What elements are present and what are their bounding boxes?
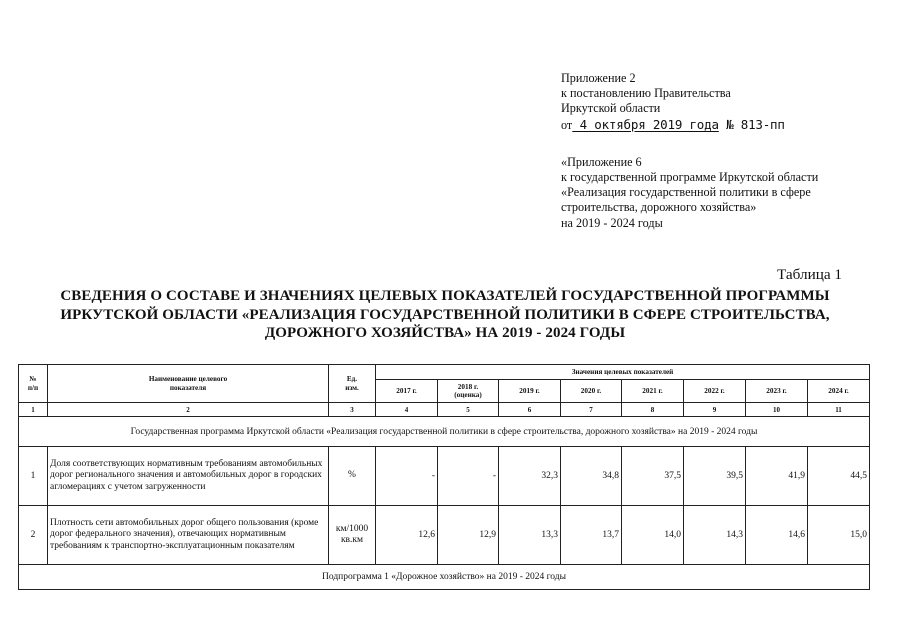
program-appendix-line-5: на 2019 - 2024 годы [561,215,663,230]
value-2019: 13,3 [499,506,561,565]
value-2023: 14,6 [746,506,808,565]
column-number: 1 [19,403,48,417]
indicator-unit-b: кв.км [340,535,364,545]
column-number: 7 [561,403,622,417]
value-2019: 32,3 [499,447,561,506]
row-index: 2 [19,506,48,565]
title-line-3: ДОРОЖНОГО ХОЗЯЙСТВА» НА 2019 - 2024 ГОДЫ [264,325,626,341]
header-number-a: № [29,375,37,384]
header-year-2022: 2022 г. [684,380,746,403]
row-index: 1 [19,447,48,506]
header-number-b: п/п [27,383,39,392]
column-number: 8 [622,403,684,417]
appendix-line-3: Иркутской области [561,101,661,116]
program-appendix-line-3: «Реализация государственной политики в сфере [561,185,811,200]
header-year-2018-b: (оценка) [454,391,482,399]
header-year-2021: 2021 г. [622,380,684,403]
header-unit-a: Ед. [346,375,358,384]
subprogram-title-cell: Подпрограмма 1 «Дорожное хозяйство» на 2019 - 2024 годы [19,565,870,590]
header-year-2019: 2019 г. [499,380,561,403]
column-number: 2 [48,403,329,417]
decree-number: № 813-пп [718,116,785,132]
column-number: 9 [684,403,746,417]
value-2017: 12,6 [376,506,438,565]
header-name-a: Наименование целевого [148,375,228,384]
program-appendix-line-2: к государственной программе Иркутской области [561,170,819,185]
header-year-2018 [438,380,499,403]
value-2018: 12,9 [438,506,499,565]
column-number: 6 [499,403,561,417]
date-value: 4 октября 2019 года [572,116,719,132]
header-values-group: Значения целевых показателей [376,365,870,380]
header-number-cell [19,365,48,403]
value-2022: 14,3 [684,506,746,565]
value-2024: 44,5 [808,447,870,506]
indicator-unit: % [329,447,376,506]
header-year-2023: 2023 г. [746,380,808,403]
table-row [19,506,870,565]
value-2022: 39,5 [684,447,746,506]
title-line-2: ИРКУТСКОЙ ОБЛАСТИ «РЕАЛИЗАЦИЯ ГОСУДАРСТВЕННОЙ ПОЛИТИКИ В СФЕРЕ СТРОИТЕЛЬСТВА, [60,306,830,323]
appendix-gap [561,133,891,155]
value-2018: - [438,447,499,506]
column-number: 11 [808,403,870,417]
value-2024: 15,0 [808,506,870,565]
appendix-line-1: Приложение 2 [561,71,636,85]
column-number: 3 [329,403,376,417]
value-2021: 37,5 [622,447,684,506]
program-appendix-line-4: строительства, дорожного хозяйства» [561,200,757,215]
header-unit-b: изм. [345,383,359,392]
title-line-1: СВЕДЕНИЯ О СОСТАВЕ И ЗНАЧЕНИЯХ ЦЕЛЕВЫХ ПОКАЗАТЕЛЕЙ ГОСУДАРСТВЕННОЙ ПРОГРАММЫ [60,288,830,304]
header-name-b: показателя [169,383,207,392]
value-2017: - [376,447,438,506]
header-name-cell [48,365,329,403]
value-2021: 14,0 [622,506,684,565]
header-year-2017: 2017 г. [376,380,438,403]
value-2023: 41,9 [746,447,808,506]
table-row [19,447,870,506]
indicator-name: Доля соответствующих нормативным требованиям автомобильных дорог регионального значения и автомобильных дорог в городских агломерациях с учетом загруженности [48,447,329,506]
program-title-cell: Государственная программа Иркутской области «Реализация государственной политики в сфере строительства, дорожного хозяйства» на 2019 - 2024 годы [19,417,870,447]
column-number: 10 [746,403,808,417]
column-number: 5 [438,403,499,417]
value-2020: 13,7 [561,506,622,565]
header-year-2024: 2024 г. [808,380,870,403]
appendix-block [561,71,891,231]
header-year-2020: 2020 г. [561,380,622,403]
column-numbers-row [19,403,870,417]
program-row [19,417,870,447]
appendix-date-line [561,117,891,133]
indicators-table [18,364,870,590]
indicator-name: Плотность сети автомобильных дорог общего пользования (кроме дорог федерального значения), отвечающих нормативным требованиям к транспортно-эксплуатационным показателям [48,506,329,565]
header-unit-cell [329,365,376,403]
header-row-1 [19,365,870,380]
indicator-unit-a: км/1000 [335,523,369,534]
program-appendix-line-1: «Приложение 6 [561,154,642,169]
appendix-line-2: к постановлению Правительства [561,86,731,101]
header-year-2018-a: 2018 г. [457,382,479,391]
document-title [30,287,860,343]
table-label: Таблица 1 [777,266,842,283]
value-2020: 34,8 [561,447,622,506]
column-number: 4 [376,403,438,417]
indicator-unit [329,506,376,565]
subprogram-row [19,565,870,590]
date-prefix: от [561,117,573,132]
